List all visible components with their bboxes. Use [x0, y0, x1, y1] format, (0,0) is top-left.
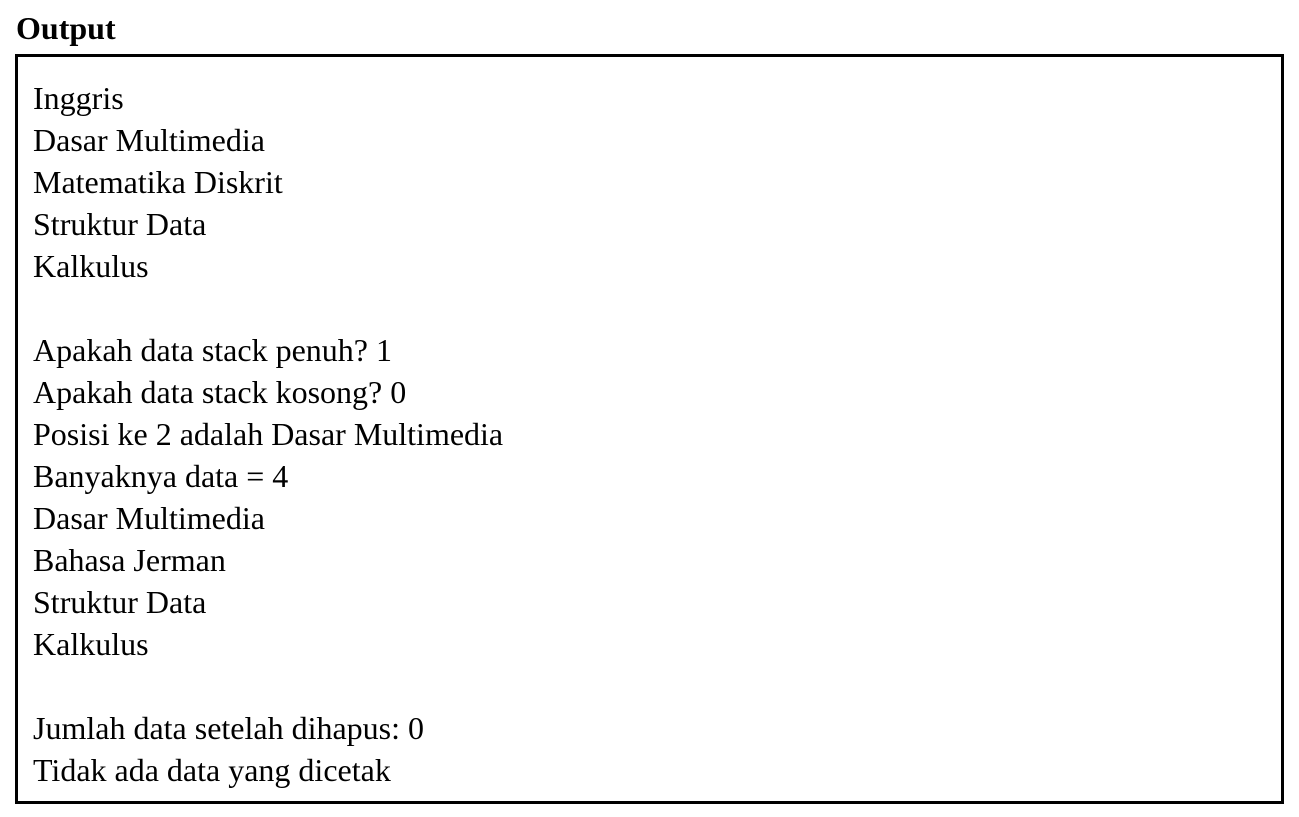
- output-line: Inggris: [33, 80, 124, 116]
- output-heading: Output: [16, 10, 116, 46]
- output-line: Jumlah data setelah dihapus: 0: [33, 710, 425, 746]
- output-line: Banyaknya data = 4: [33, 458, 289, 494]
- output-line: Bahasa Jerman: [33, 542, 226, 578]
- output-line: Dasar Multimedia: [33, 500, 265, 536]
- output-line: Struktur Data: [33, 584, 207, 620]
- output-line: Tidak ada data yang dicetak: [33, 752, 391, 788]
- output-line: Kalkulus: [33, 248, 149, 284]
- output-box: [15, 54, 1284, 804]
- output-line: Matematika Diskrit: [33, 164, 283, 200]
- output-line: Dasar Multimedia: [33, 122, 265, 158]
- output-line: Posisi ke 2 adalah Dasar Multimedia: [33, 416, 504, 452]
- output-line: Kalkulus: [33, 626, 149, 662]
- output-line: Struktur Data: [33, 206, 207, 242]
- output-line: Apakah data stack penuh? 1: [33, 332, 392, 368]
- output-line: Apakah data stack kosong? 0: [33, 374, 407, 410]
